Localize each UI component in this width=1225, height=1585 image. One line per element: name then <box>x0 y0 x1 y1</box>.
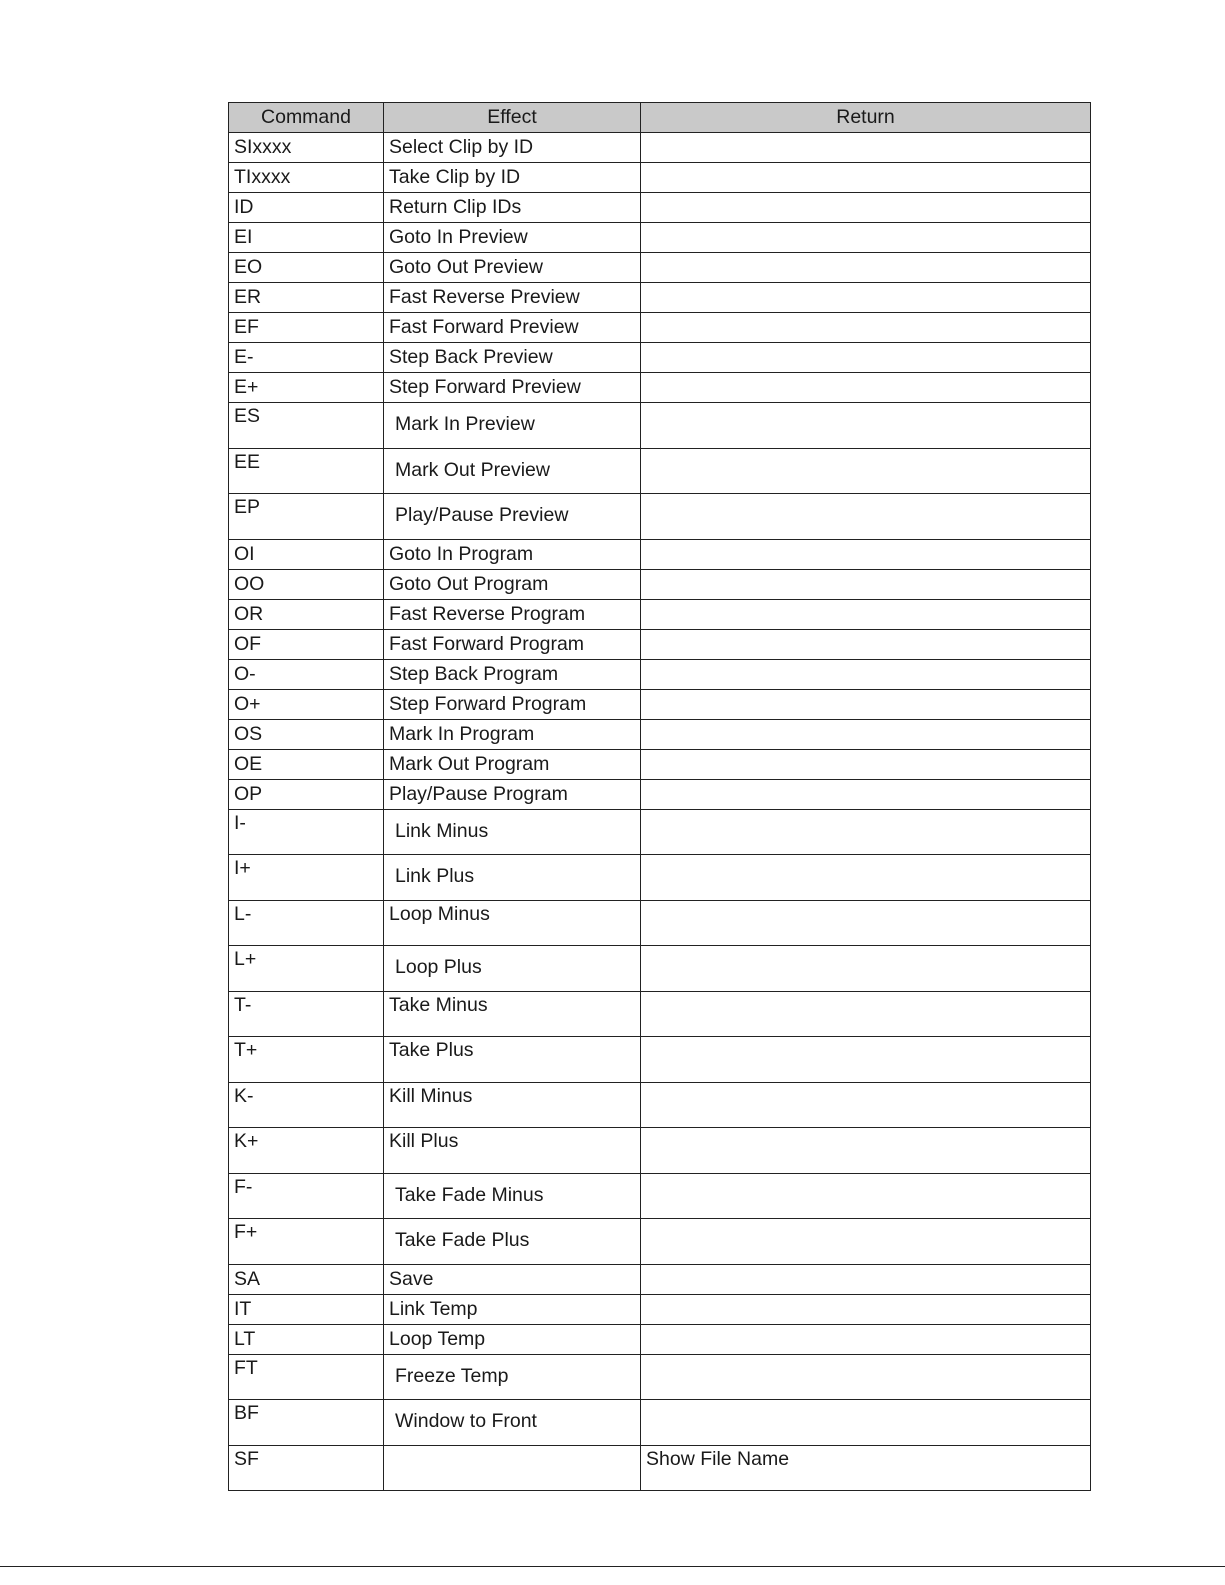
cell-return <box>641 1400 1091 1446</box>
table-row <box>229 855 1091 901</box>
cell-command: T- <box>229 991 384 1037</box>
cell-command: O+ <box>229 689 384 719</box>
cell-effect: Step Forward Preview <box>384 373 641 403</box>
cell-return <box>641 659 1091 689</box>
cell-return <box>641 539 1091 569</box>
cell-return <box>641 779 1091 809</box>
cell-effect: Fast Reverse Preview <box>384 283 641 313</box>
cell-effect: Link Minus <box>384 809 641 855</box>
cell-command: OF <box>229 629 384 659</box>
cell-command: OO <box>229 569 384 599</box>
header-row <box>229 103 1091 133</box>
cell-effect: Take Fade Plus <box>384 1219 641 1265</box>
table-row <box>229 133 1091 163</box>
cell-return <box>641 133 1091 163</box>
table-row <box>229 253 1091 283</box>
cell-effect: Step Forward Program <box>384 689 641 719</box>
table-row <box>229 1354 1091 1400</box>
cell-command: LT <box>229 1324 384 1354</box>
cell-return <box>641 313 1091 343</box>
cell-command: EF <box>229 313 384 343</box>
table-row <box>229 539 1091 569</box>
table-row <box>229 313 1091 343</box>
cell-effect: Mark Out Program <box>384 749 641 779</box>
table-row <box>229 1294 1091 1324</box>
cell-effect: Play/Pause Program <box>384 779 641 809</box>
cell-return <box>641 1128 1091 1174</box>
cell-command: OP <box>229 779 384 809</box>
cell-return <box>641 1219 1091 1265</box>
table-row <box>229 569 1091 599</box>
cell-command: IT <box>229 1294 384 1324</box>
cell-effect: Loop Plus <box>384 946 641 992</box>
cell-effect: Kill Plus <box>384 1128 641 1174</box>
cell-effect: Link Temp <box>384 1294 641 1324</box>
cell-return <box>641 1082 1091 1128</box>
cell-return <box>641 855 1091 901</box>
cell-command: EO <box>229 253 384 283</box>
cell-command: O- <box>229 659 384 689</box>
cell-return <box>641 448 1091 494</box>
cell-effect: Take Fade Minus <box>384 1173 641 1219</box>
header-return: Return <box>641 103 1091 133</box>
table-body <box>229 133 1091 1491</box>
cell-effect <box>384 1445 641 1491</box>
cell-effect: Step Back Preview <box>384 343 641 373</box>
table-row <box>229 809 1091 855</box>
cell-command: SF <box>229 1445 384 1491</box>
cell-command: SA <box>229 1264 384 1294</box>
table-row <box>229 689 1091 719</box>
cell-effect: Select Clip by ID <box>384 133 641 163</box>
table-row <box>229 599 1091 629</box>
cell-command: K+ <box>229 1128 384 1174</box>
table-row <box>229 283 1091 313</box>
cell-effect: Loop Minus <box>384 900 641 946</box>
cell-command: ER <box>229 283 384 313</box>
cell-effect: Return Clip IDs <box>384 193 641 223</box>
table-row <box>229 343 1091 373</box>
cell-return <box>641 283 1091 313</box>
cell-return <box>641 403 1091 449</box>
cell-effect: Goto In Preview <box>384 223 641 253</box>
table-row <box>229 779 1091 809</box>
table-row <box>229 1324 1091 1354</box>
command-table <box>228 102 1091 1491</box>
cell-command: E- <box>229 343 384 373</box>
cell-return <box>641 946 1091 992</box>
cell-command: K- <box>229 1082 384 1128</box>
cell-command: OI <box>229 539 384 569</box>
cell-return <box>641 629 1091 659</box>
cell-return <box>641 689 1091 719</box>
table-row <box>229 900 1091 946</box>
table-row <box>229 629 1091 659</box>
cell-effect: Step Back Program <box>384 659 641 689</box>
table-row <box>229 1173 1091 1219</box>
cell-return <box>641 1294 1091 1324</box>
table-row <box>229 193 1091 223</box>
table-row <box>229 719 1091 749</box>
cell-command: E+ <box>229 373 384 403</box>
cell-command: TIxxxx <box>229 163 384 193</box>
cell-effect: Link Plus <box>384 855 641 901</box>
cell-return <box>641 1173 1091 1219</box>
cell-command: EP <box>229 494 384 540</box>
table-row <box>229 163 1091 193</box>
table-row <box>229 403 1091 449</box>
table-row <box>229 1445 1091 1491</box>
cell-return <box>641 343 1091 373</box>
cell-command: OE <box>229 749 384 779</box>
table-row <box>229 373 1091 403</box>
cell-effect: Goto Out Preview <box>384 253 641 283</box>
cell-command: EI <box>229 223 384 253</box>
cell-return <box>641 599 1091 629</box>
table-row <box>229 659 1091 689</box>
table-row <box>229 1219 1091 1265</box>
cell-command: I- <box>229 809 384 855</box>
cell-effect: Goto Out Program <box>384 569 641 599</box>
cell-effect: Play/Pause Preview <box>384 494 641 540</box>
cell-effect: Window to Front <box>384 1400 641 1446</box>
cell-return <box>641 719 1091 749</box>
header-command: Command <box>229 103 384 133</box>
cell-effect: Save <box>384 1264 641 1294</box>
cell-return <box>641 373 1091 403</box>
cell-return <box>641 1354 1091 1400</box>
cell-return <box>641 809 1091 855</box>
table-row <box>229 1400 1091 1446</box>
cell-effect: Take Plus <box>384 1037 641 1083</box>
table-row <box>229 946 1091 992</box>
cell-command: I+ <box>229 855 384 901</box>
cell-return <box>641 1037 1091 1083</box>
cell-command: FT <box>229 1354 384 1400</box>
header-effect: Effect <box>384 103 641 133</box>
table-header <box>229 103 1091 133</box>
table-row <box>229 448 1091 494</box>
cell-command: ES <box>229 403 384 449</box>
cell-command: BF <box>229 1400 384 1446</box>
cell-effect: Mark Out Preview <box>384 448 641 494</box>
cell-command: L- <box>229 900 384 946</box>
page-bottom-rule <box>0 1566 1225 1567</box>
table-row <box>229 1037 1091 1083</box>
cell-command: ID <box>229 193 384 223</box>
cell-return <box>641 193 1091 223</box>
cell-return <box>641 1324 1091 1354</box>
cell-effect: Fast Reverse Program <box>384 599 641 629</box>
cell-return <box>641 163 1091 193</box>
cell-command: L+ <box>229 946 384 992</box>
cell-effect: Mark In Preview <box>384 403 641 449</box>
cell-effect: Loop Temp <box>384 1324 641 1354</box>
cell-effect: Goto In Program <box>384 539 641 569</box>
table-row <box>229 1128 1091 1174</box>
cell-return <box>641 749 1091 779</box>
cell-return <box>641 223 1091 253</box>
cell-return <box>641 494 1091 540</box>
cell-return: Show File Name <box>641 1445 1091 1491</box>
table-row <box>229 494 1091 540</box>
cell-return <box>641 991 1091 1037</box>
cell-effect: Fast Forward Preview <box>384 313 641 343</box>
cell-effect: Mark In Program <box>384 719 641 749</box>
table-row <box>229 223 1091 253</box>
cell-command: EE <box>229 448 384 494</box>
cell-effect: Take Minus <box>384 991 641 1037</box>
table-row <box>229 991 1091 1037</box>
cell-command: F+ <box>229 1219 384 1265</box>
cell-command: F- <box>229 1173 384 1219</box>
cell-effect: Freeze Temp <box>384 1354 641 1400</box>
cell-return <box>641 1264 1091 1294</box>
cell-command: OR <box>229 599 384 629</box>
cell-command: OS <box>229 719 384 749</box>
cell-effect: Kill Minus <box>384 1082 641 1128</box>
cell-command: T+ <box>229 1037 384 1083</box>
cell-return <box>641 900 1091 946</box>
cell-effect: Take Clip by ID <box>384 163 641 193</box>
cell-return <box>641 569 1091 599</box>
table-row <box>229 1082 1091 1128</box>
cell-effect: Fast Forward Program <box>384 629 641 659</box>
cell-return <box>641 253 1091 283</box>
cell-command: SIxxxx <box>229 133 384 163</box>
table-row <box>229 1264 1091 1294</box>
table-row <box>229 749 1091 779</box>
